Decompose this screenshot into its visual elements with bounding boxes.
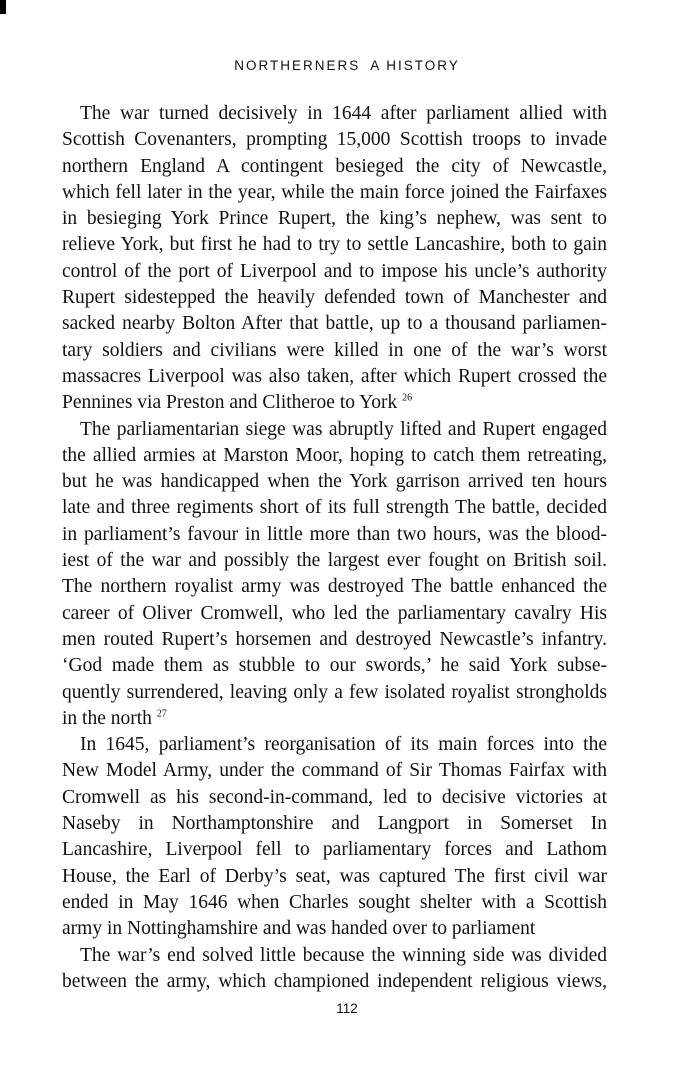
text-line-content: iest of the war and possibly the largest ever fought on British soil. <box>62 550 607 572</box>
text-line <box>62 259 607 285</box>
text-line <box>62 548 607 574</box>
text-line-content: Scottish Covenanters, prompting 15,000 Scottish troops to invade <box>62 129 607 151</box>
text-line-content: Naseby in Northamptonshire and Langport in Somerset In <box>62 813 607 835</box>
text-line-content: In 1645, parliament’s reorganisation of its main forces into the <box>80 734 607 756</box>
text-line <box>62 653 607 679</box>
text-line-content: relieve York, but first he had to try to settle Lancashire, both to gain <box>62 234 607 256</box>
text-line <box>62 154 607 180</box>
text-line-content: men routed Rupert’s horsemen and destroyed Newcastle’s infantry. <box>62 628 607 650</box>
text-line <box>62 443 607 469</box>
text-line-content: The war’s end solved little because the winning side was divided <box>80 944 607 966</box>
text-line <box>62 206 607 232</box>
text-line-content: late and three regiments short of its full strength The battle, decided <box>62 497 607 519</box>
page-number: 112 <box>336 1001 358 1016</box>
text-line <box>62 706 607 732</box>
running-head-subtitle: A HISTORY <box>370 58 460 73</box>
text-line <box>62 943 607 969</box>
text-line <box>62 785 607 811</box>
footnote-marker: 26 <box>402 392 413 404</box>
text-line <box>62 811 607 837</box>
text-line <box>62 680 607 706</box>
text-line-content: Rupert sidestepped the heavily defended town of Manchester and <box>62 287 607 309</box>
text-line-content: but he was handicapped when the York garrison arrived ten hours <box>62 471 607 493</box>
text-line <box>62 180 607 206</box>
text-line <box>62 890 607 916</box>
text-line-content: ‘God made them as stubble to our swords,’ he said York subse- <box>62 655 607 677</box>
text-line-content: career of Oliver Cromwell, who led the parliamentary cavalry His <box>62 602 607 624</box>
text-line <box>62 969 607 995</box>
text-line-content: in the north <box>62 707 152 729</box>
text-line-content: The northern royalist army was destroyed The battle enhanced the <box>62 576 607 598</box>
text-line-content: tary soldiers and civilians were killed in one of the war’s worst <box>62 339 607 361</box>
text-line <box>62 232 607 258</box>
text-line <box>62 101 607 127</box>
text-line-content: New Model Army, under the command of Sir Thomas Fairfax with <box>62 760 607 782</box>
text-line <box>62 495 607 521</box>
text-line-content: the allied armies at Marston Moor, hoping to catch them retreating, <box>62 444 607 466</box>
text-line-content: which fell later in the year, while the main force joined the Fairfaxes <box>62 181 607 203</box>
text-line <box>62 469 607 495</box>
text-line <box>62 311 607 337</box>
text-line-content: northern England A contingent besieged the city of Newcastle, <box>62 155 607 177</box>
text-line <box>62 522 607 548</box>
text-line <box>62 364 607 390</box>
text-line <box>62 758 607 784</box>
text-line-content: Cromwell as his second-in-command, led to decisive victories at <box>62 786 607 808</box>
text-line-content: ended in May 1646 when Charles sought shelter with a Scottish <box>62 891 607 913</box>
text-line <box>62 574 607 600</box>
running-head <box>0 58 694 73</box>
text-line <box>62 390 607 416</box>
text-line <box>62 127 607 153</box>
text-line-content: Pennines via Preston and Clitheroe to York <box>62 392 398 414</box>
text-line-content: massacres Liverpool was also taken, after which Rupert crossed the <box>62 365 607 387</box>
text-line-content: in parliament’s favour in little more than two hours, was the blood- <box>62 523 607 545</box>
running-head-title: NORTHERNERS <box>234 58 361 73</box>
text-line <box>62 601 607 627</box>
text-line-content: between the army, which championed independent religious views, <box>62 970 607 992</box>
text-line <box>62 417 607 443</box>
text-line-content: Lancashire, Liverpool fell to parliamentary forces and Lathom <box>62 839 607 861</box>
text-line-content: army in Nottinghamshire and was handed over to parliament <box>62 918 536 940</box>
text-line <box>62 916 607 942</box>
text-line <box>62 864 607 890</box>
text-line <box>62 285 607 311</box>
text-line-content: in besieging York Prince Rupert, the king’s nephew, was sent to <box>62 208 607 230</box>
text-line <box>62 338 607 364</box>
text-line-content: control of the port of Liverpool and to impose his uncle’s authority <box>62 260 607 282</box>
text-line-content: House, the Earl of Derby’s seat, was captured The first civil war <box>62 865 607 887</box>
body-text <box>62 101 607 995</box>
corner-mark <box>0 0 6 14</box>
text-line <box>62 732 607 758</box>
text-line-content: sacked nearby Bolton After that battle, up to a thousand parliamen- <box>62 313 607 335</box>
text-line <box>62 627 607 653</box>
text-line-content: quently surrendered, leaving only a few isolated royalist strongholds <box>62 681 607 703</box>
footnote-marker: 27 <box>156 708 167 720</box>
text-line-content: The parliamentarian siege was abruptly lifted and Rupert engaged <box>80 418 607 440</box>
text-line <box>62 837 607 863</box>
text-line-content: The war turned decisively in 1644 after parliament allied with <box>80 103 607 124</box>
